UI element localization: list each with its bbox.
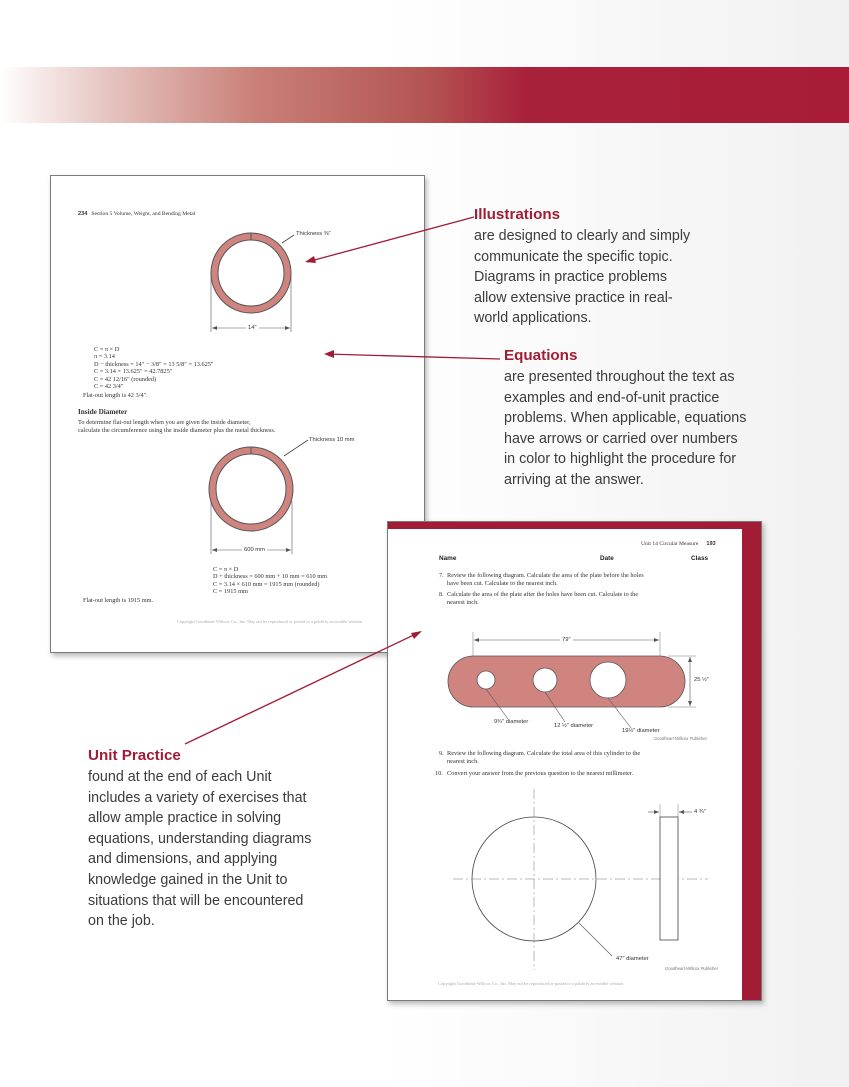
callout-illustrations xyxy=(474,205,690,329)
callout-line: Diagrams in practice problems xyxy=(474,269,668,286)
plate-height-label: 25 ½″ xyxy=(694,677,709,683)
right-page-number: 193 xyxy=(706,541,716,547)
equation-line: C = 3.14 × 13.625″ = 42.7825″ xyxy=(94,368,173,376)
callout-line: have arrows or carried over numbers xyxy=(504,430,738,447)
right-copyright: Copyright Goodheart-Willcox Co., Inc. May not be reproduced or posted to a publicly accessible website. xyxy=(438,981,624,986)
callout-line: includes a variety of exercises that xyxy=(88,789,307,806)
equation-line: D + thickness = 600 mm + 10 mm = 610 mm xyxy=(213,573,328,581)
callout-unit-practice-title: Unit Practice xyxy=(88,747,181,764)
section-heading-inside-diameter: Inside Diameter xyxy=(78,408,128,416)
ring2-dimension-label: 600 mm xyxy=(244,547,265,553)
callout-line: communicate the specific topic. xyxy=(474,248,673,265)
callout-line: allow ample practice in solving xyxy=(88,810,282,827)
equation-line: C = 3.14 × 610 mm = 1915 mm (rounded) xyxy=(213,580,320,588)
callout-line: knowledge gained in the Unit to xyxy=(88,871,288,888)
question-number: 9. xyxy=(439,750,444,757)
flat-out-length-2: Flat-out length is 1915 mm. xyxy=(83,597,154,604)
hole-label-large: 19½″ diameter xyxy=(622,728,660,734)
cylinder-credit: Goodheart-Willcox Publisher xyxy=(665,966,719,971)
callout-equations-title: Equations xyxy=(504,347,578,364)
callout-line: arriving at the answer. xyxy=(504,471,644,488)
question-number: 10. xyxy=(435,770,443,777)
equation-line: C = 42 3/4″ xyxy=(94,383,124,391)
right-running-head-text: Unit 14 Circular Measure xyxy=(641,541,699,547)
callout-equations xyxy=(504,346,746,491)
flat-out-length-1: Flat-out length is 42 3/4″. xyxy=(83,392,148,399)
callout-line: world applications. xyxy=(474,310,592,327)
left-copyright: Copyright Goodheart-Willcox Co., Inc. May not be reproduced or posted to a publicly accessible website. xyxy=(177,619,363,624)
body-line: To determine flat-out length when you are given the inside diameter, xyxy=(78,419,251,426)
plate-length-label: 79″ xyxy=(562,637,571,643)
date-field-label: Date xyxy=(600,555,614,562)
callout-line: are designed to clearly and simply xyxy=(474,228,691,244)
equation-line: C = 42 12/16″ (rounded) xyxy=(94,375,157,383)
callout-line: examples and end-of-unit practice xyxy=(504,389,720,406)
equation-line: C = 1915 mm xyxy=(213,588,248,596)
equation-line: π = 3.14 xyxy=(94,353,115,361)
left-page-number: 234 xyxy=(78,211,88,217)
callout-illustrations-title: Illustrations xyxy=(474,206,561,223)
callout-line: situations that will be encountered xyxy=(88,892,304,909)
callout-line: are presented throughout the text as xyxy=(504,369,735,385)
equation-line: D − thickness = 14″ − 3/8″ = 13 5/8″ = 13.625″ xyxy=(94,360,214,368)
callout-line: and dimensions, and applying xyxy=(88,851,278,868)
question-line: Review the following diagram. Calculate the total area of this cylinder to the xyxy=(447,750,641,757)
question-line: nearest inch. xyxy=(447,758,479,765)
callout-line: in color to highlight the procedure for xyxy=(504,451,737,468)
cylinder-diameter-label: 47″ diameter xyxy=(616,956,649,962)
question-number: 7. xyxy=(439,572,444,579)
cylinder-thickness-label: 4 ¾″ xyxy=(694,809,706,815)
plate-credit: Goodheart-Willcox Publisher xyxy=(654,736,708,741)
question-line: nearest inch. xyxy=(447,599,479,606)
question-line: Calculate the area of the plate after the holes have been cut. Calculate to the xyxy=(447,591,639,598)
ring1-thickness-label: Thickness ⅜″ xyxy=(296,231,331,237)
ring2-thickness-label: Thickness 10 mm xyxy=(309,437,355,443)
question-line: have been cut. Calculate to the nearest inch. xyxy=(447,580,558,587)
question-number: 8. xyxy=(439,591,444,598)
callout-line: problems. When applicable, equations xyxy=(504,410,747,427)
ring1-dimension-label: 14″ xyxy=(248,325,257,331)
callout-line: on the job. xyxy=(88,913,155,930)
name-field-label: Name xyxy=(439,555,457,562)
equation-line: C = π × D xyxy=(213,566,239,573)
equation-line: C = π × D xyxy=(94,346,120,353)
body-line: calculate the circumference using the inside diameter plus the metal thickness. xyxy=(78,427,276,434)
callout-line: found at the end of each Unit xyxy=(88,769,272,785)
left-running-head-text: Section 5 Volume, Weight, and Bending Metal xyxy=(91,211,196,217)
class-field-label: Class xyxy=(691,555,709,562)
question-line: Review the following diagram. Calculate the area of the plate before the holes xyxy=(447,572,644,579)
question-line: Convert your answer from the previous question to the nearest millimeter. xyxy=(447,770,634,777)
hole-label-medium: 12 ½″ diameter xyxy=(554,723,594,729)
callout-unit-practice xyxy=(88,746,311,932)
callout-line: equations, understanding diagrams xyxy=(88,830,312,847)
hole-label-small: 9¾″ diameter xyxy=(494,719,529,725)
callout-line: allow extensive practice in real- xyxy=(474,289,673,306)
